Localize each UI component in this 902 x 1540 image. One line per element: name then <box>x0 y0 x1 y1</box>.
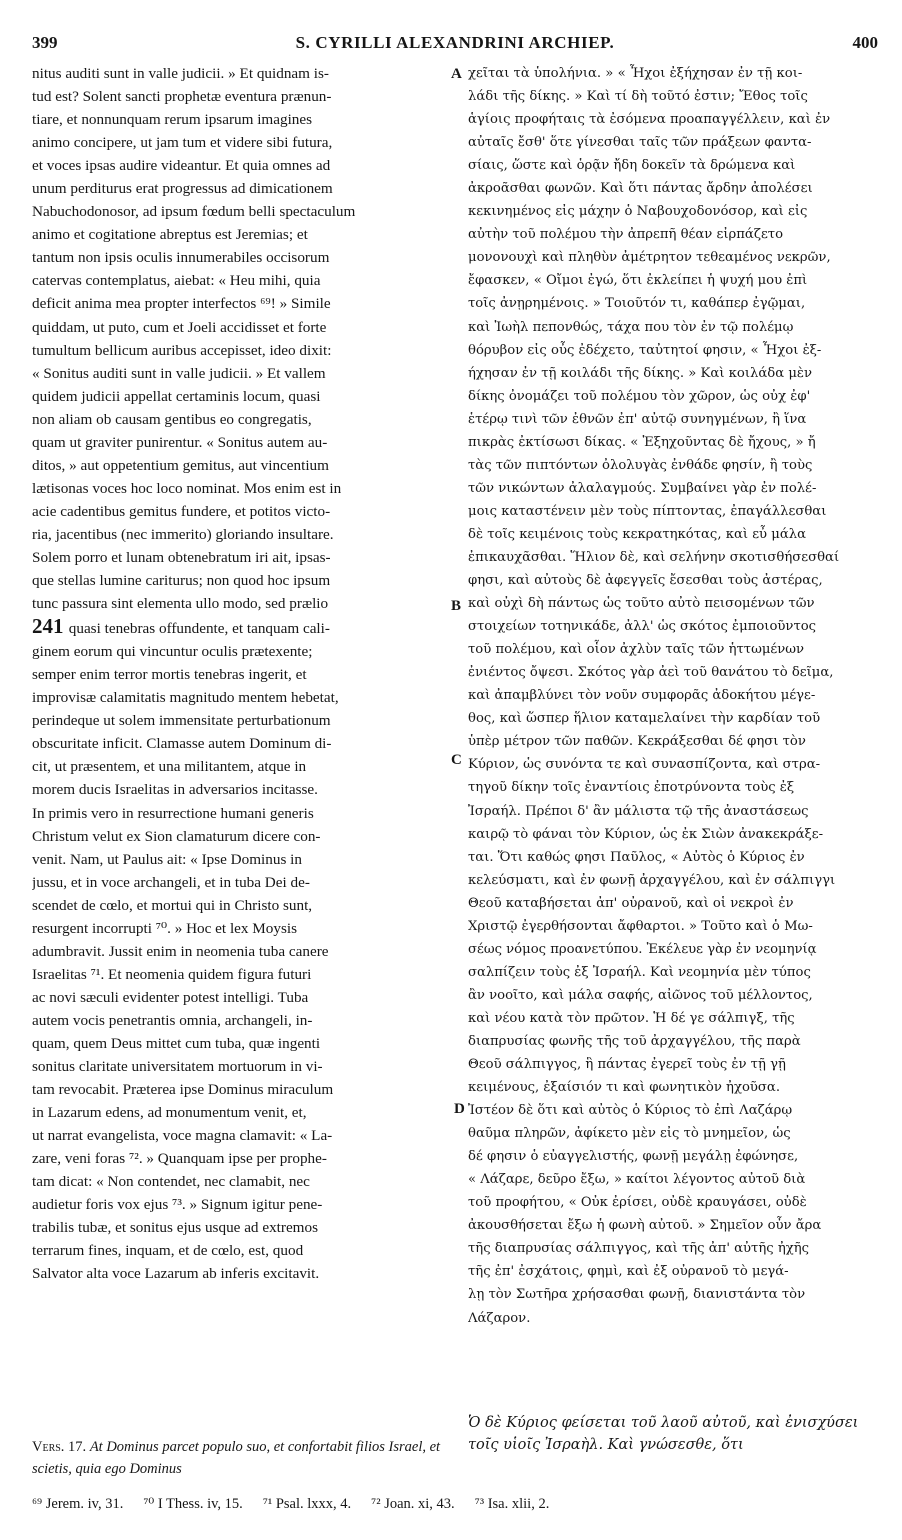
greek-line: ἑτέρῳ τινὶ τῶν ἐθνῶν ἐπ' αὐτῷ συνηγμένων, ἢ ἵνα <box>468 411 807 427</box>
greek-line: φησι, καὶ αὐτοὺς δὲ ἀφεγγεῖς ἔσεσθαι τοὺς ἀστέρας, <box>468 573 823 589</box>
latin-line: quam, quem Deus mittet cum tuba, quæ ingenti <box>32 1034 321 1052</box>
latin-line: quiddam, ut puto, cum et Joeli accidisset et forte <box>32 318 327 336</box>
footnote: ⁷³ Isa. xlii, 2. <box>474 1496 550 1512</box>
greek-line: τῶν νικώντων ἀλαλαγμούς. Συμβαίνει γὰρ ἐν πολέ- <box>468 480 817 496</box>
latin-line: improvisæ calamitatis magnitudo mentem hebetat, <box>32 689 339 707</box>
latin-line: in Lazarum edens, ad monumentum venit, et, <box>32 1104 307 1122</box>
latin-line: ac novi sæculi evidenter potest intelligi. Tuba <box>32 988 309 1006</box>
latin-line: tantum non ipsis oculis innumerabiles occisorum <box>32 249 330 267</box>
greek-line: καὶ Ἰωὴλ πεπονθώς, τάχα που τὸν ἐν τῷ πολέμῳ <box>468 319 794 335</box>
greek-line: θος, καὶ ὥσπερ ἥλιον καταμελαίνει τὴν καρδίαν τοῦ <box>468 711 821 727</box>
footnote: ⁷⁰ I Thess. iv, 15. <box>143 1496 243 1512</box>
greek-line: ται. Ὅτι καθώς φησι Παῦλος, « Αὐτὸς ὁ Κύριος ἐν <box>468 849 805 865</box>
footnote: ⁷¹ Psal. lxxx, 4. <box>262 1496 352 1512</box>
latin-line: Christum velut ex Sion clamaturum dicere con- <box>32 827 321 845</box>
greek-line: Ἰσραήλ. Πρέποι δ' ἂν μάλιστα τῷ τῆς ἀναστάσεως <box>468 803 809 819</box>
greek-line: Θεοῦ καταβήσεται ἀπ' οὐρανοῦ, καὶ οἱ νεκροὶ ἐν <box>468 895 794 911</box>
verse-greek-text: Ὁ δὲ Κύριος φείσεται τοῦ λαοῦ αὐτοῦ, καὶ ἐνισχύσει τοῖς υἱοῖς Ἰσραὴλ. Καὶ γνώσεσθε, ὅτι <box>468 1415 859 1453</box>
greek-line: ἔφασκεν, « Οἴμοι ἐγώ, ὅτι ἐκλείπει ἡ ψυχή μου ἐπὶ <box>468 273 808 289</box>
latin-line: Israelitas ⁷¹. Et neomenia quidem figura futuri <box>32 965 312 983</box>
latin-line: quam ut graviter punirentur. « Sonitus autem au- <box>32 433 328 451</box>
latin-line: venit. Nam, ut Paulus ait: « Ipse Dominus in <box>32 850 302 868</box>
greek-line: ἀκουσθήσεται ἔξω ἡ φωνὴ αὐτοῦ. » Σημεῖον οὖν ἄρα <box>468 1218 822 1234</box>
footnotes <box>32 1496 878 1513</box>
greek-line: τοῦ πολέμου, καὶ οἷον ἀχλὺν ταῖς τῶν ἡττωμένων <box>468 642 805 658</box>
latin-line: tud est? Solent sancti prophetæ eventura prænun- <box>32 88 332 106</box>
latin-line: tam revocabit. Præterea ipse Dominus miraculum <box>32 1081 334 1099</box>
latin-line: perindeque ut solem immensitate perturbationum <box>32 712 331 730</box>
running-title: S. CYRILLI ALEXANDRINI ARCHIEP. <box>295 33 615 52</box>
greek-line: αὐτὴν τοῦ πολέμου τὴν ἀπρεπῆ θέαν εἰρπάζετο <box>468 227 784 243</box>
greek-line: τοῖς ἀνῃρημένοις. » Τοιοῦτόν τι, καθάπερ ἐγῷμαι, <box>468 296 806 312</box>
footnote: ⁷² Joan. xi, 43. <box>371 1496 455 1512</box>
latin-line: In primis vero in resurrectione humani generis <box>32 804 314 822</box>
greek-line: καὶ ἀπαμβλύνει τὸν νοῦν συμφορᾶς ἀδοκήτου μέγε- <box>468 688 816 704</box>
greek-line: δέ φησιν ὁ εὐαγγελιστής, φωνῇ μεγάλῃ ἐφώνησε, <box>468 1149 799 1165</box>
latin-line: cit, ut præsentem, et una militantem, atque in <box>32 758 307 776</box>
greek-line: λάδι τῆς δίκης. » Καὶ τί δὴ τοῦτό ἐστιν; Ἔθος τοῖς <box>468 89 808 105</box>
latin-line: zare, veni foras ⁷². » Quanquam ipse per prophe- <box>32 1150 327 1168</box>
latin-line: deficit anima mea propter interfectos ⁶⁹! » Simile <box>32 295 331 313</box>
latin-line: trabilis tubæ, et sonitus ejus usque ad extremos <box>32 1219 318 1237</box>
greek-line: καιρῷ τὸ φάναι τὸν Κύριον, ὡς ἐκ Σιὼν ἀνακεκράξε- <box>468 826 824 842</box>
latin-line: que stellas lumine cariturus; non quod hoc ipsum <box>32 572 331 590</box>
greek-line: δὲ τοῖς κειμένοις τοὺς κεκρατηκότας, καὶ εὖ μάλα <box>468 526 806 542</box>
latin-line: ditos, » aut oppetentium gemitus, aut vincentium <box>32 456 329 474</box>
greek-line: Λάζαρον. <box>468 1310 531 1326</box>
latin-line: unum perditurus erat progressus ad dimicationem <box>32 180 333 198</box>
margin-marker-d: D <box>454 1101 465 1117</box>
latin-line: nitus auditi sunt in valle judicii. » Et quidnam is- <box>32 65 329 82</box>
greek-line: ήχησαν ἐν τῇ κοιλάδι τῆς δίκης. » Καὶ κοιλάδα μὲν <box>468 365 812 381</box>
greek-line: ἐνιέντος ὄψεσι. Σκότος γὰρ ἀεὶ τοῦ θανάτου τὸ δεῖμα, <box>468 665 834 681</box>
verse-latin <box>32 1436 450 1480</box>
verse-label: Vers. 17. <box>32 1439 87 1455</box>
greek-line: τηγοῦ δίκην τοῖς ἐναντίοις ἐποτρύνοντα τοὺς ἐξ <box>468 780 795 796</box>
latin-line: semper enim terror mortis tenebras ingerit, et <box>32 666 307 684</box>
greek-line: « Λάζαρε, δεῦρο ἔξω, » καίτοι λέγοντος αὐτοῦ διὰ <box>468 1172 806 1188</box>
greek-line: ἐπικαυχᾶσθαι. Ἥλιον δὲ, καὶ σελήνην σκοτισθήσεσθαί <box>468 549 840 565</box>
greek-line: κειμένους, ἐξαίσιόν τι καὶ φωνητικὸν ἠχοῦσα. <box>468 1080 781 1096</box>
margin-marker-c: C <box>451 752 462 768</box>
latin-line: Nabuchodonosor, ad ipsum fœdum belli spectaculum <box>32 203 356 221</box>
latin-line: catervas contemplatus, aiebat: « Heu mihi, quia <box>32 272 321 290</box>
greek-line: καὶ οὐχὶ δὴ πάντως ὡς τοῦτο αὐτὸ πεισομένων τῶν <box>468 596 815 612</box>
latin-line: jussu, et in voce archangeli, et in tuba Dei de- <box>32 873 310 891</box>
greek-line: ἀκροᾶσθαι φωνῶν. Καὶ ὅτι πάντας ἄρδην ἀπολέσει <box>468 181 813 197</box>
greek-line: σίαις, ὥστε καὶ ὁρᾷν ἤδη δοκεῖν τὰ δρώμενα καὶ <box>468 158 796 174</box>
greek-line: Ἰστέον δὲ ὅτι καὶ αὐτὸς ὁ Κύριος τὸ ἐπὶ Λαζάρῳ <box>468 1103 793 1119</box>
greek-line: δίκης ὀνομάζει τοῦ πολέμου τὸν χῶρον, ὡς οὐχ ἐφ' <box>468 388 811 404</box>
latin-line: acie cadentibus gemitus fundere, et potitos victo- <box>32 502 331 520</box>
greek-line: μοις καταστένειν μὲν τοὺς πίπτοντας, ἐπαγάλλεσθαι <box>468 503 827 519</box>
latin-line: tam dicat: « Non contendet, nec clamabit, nec <box>32 1173 310 1191</box>
greek-line: μονονουχὶ καὶ πληθὺν ἀμέτρητον τεθεαμένος νεκρῶν, <box>468 250 831 266</box>
greek-line: καὶ νέου κατὰ τὸν πρῶτον. Ἡ δέ γε σάλπιγξ, τῆς <box>468 1010 795 1026</box>
column-number: 241 <box>32 615 69 639</box>
margin-marker-a: A <box>451 66 462 82</box>
greek-line: πικρὰς ἐκτίσωσι δίκας. « Ἐξηχοῦντας δὲ ἤχους, » ἤ <box>468 434 816 450</box>
greek-line: Θεοῦ σάλπιγγος, ἣ πάντας ἐγερεῖ τοὺς ἐν τῇ γῇ <box>468 1057 786 1073</box>
greek-line: κελεύσματι, καὶ ἐν φωνῇ ἀρχαγγέλου, καὶ ἐν σάλπιγγι <box>468 872 836 888</box>
greek-line: τῆς διαπρυσίας σάλπιγγος, καὶ τῆς ἀπ' αὐτῆς ἠχῆς <box>468 1241 810 1257</box>
latin-line: ria, jacentibus (nec immerito) gloriando insultare. <box>32 525 334 543</box>
greek-line: σαλπίζειν τοὺς ἐξ Ἰσραήλ. Καὶ νεομηνία μὲν τύπος <box>468 964 811 980</box>
greek-line: λῃ τὸν Σωτῆρα χρήσασθαι φωνῇ, διανιστάντα τὸν <box>468 1287 806 1303</box>
latin-line: sonitus claritate universitatem mortuorum in vi- <box>32 1058 323 1076</box>
latin-line: adumbravit. Jussit enim in neomenia tuba canere <box>32 942 329 960</box>
latin-line: terrarum fines, inquam, et de cœlo, est, quod <box>32 1242 304 1260</box>
latin-line: obscuritate inficit. Clamasse autem Dominum di- <box>32 735 332 753</box>
greek-line: αὐταῖς ἔσθ' ὅτε γίνεσθαι ταῖς τῶν πράξεων φαντα- <box>468 135 812 151</box>
greek-line: κεκινημένος εἰς μάχην ὁ Ναβουχοδονόσορ, καὶ εἰς <box>468 204 808 220</box>
greek-line: τὰς τῶν πιπτόντων ὀλολυγὰς ἐνθάδε φησίν, ἢ τοὺς <box>468 457 813 473</box>
greek-line: Κύριον, ὡς συνόντα τε καὶ συνασπίζοντα, καὶ στρα- <box>468 757 821 773</box>
greek-line: θόρυβον εἰς οὖς ἐδέχετο, ταὐτητοί φησιν, « Ἦχοι ἐξ- <box>468 342 822 358</box>
greek-line: σέως νόμος προανετύπου. Ἐκέλευε γὰρ ἐν νεομηνίᾳ <box>468 941 817 957</box>
greek-line: ἂν νοοῖτο, καὶ μάλα σαφής, αἰῶνος τοῦ μέλλοντος, <box>468 987 813 1003</box>
latin-line: tiare, et nonnunquam rerum ipsarum imagines <box>32 111 313 129</box>
footnote: ⁶⁹ Jerem. iv, 31. <box>32 1496 124 1512</box>
page-number-right: 400 <box>852 33 878 52</box>
latin-line: animo et cogitatione abreptus est Jeremias; et <box>32 226 308 244</box>
latin-line: scendet de cœlo, et mortui qui in Christo sunt, <box>32 896 313 914</box>
greek-line: στοιχείων τοτηνικάδε, ἀλλ' ὡς σκότος ἐμποιοῦντος <box>468 619 817 635</box>
latin-line: quidem judicii appellat certaminis locum, quasi <box>32 387 321 405</box>
greek-column <box>468 62 878 1330</box>
latin-line: resurgent incorrupti ⁷⁰. » Hoc et lex Moysis <box>32 919 298 937</box>
greek-line: τοῦ προφήτου, « Οὐκ ἐρίσει, οὐδὲ κραυγάσει, οὐδὲ <box>468 1195 807 1211</box>
greek-line: ὑπὲρ μέτρον τῶν παθῶν. Κεκράξεσθαι δέ φησι τὸν <box>468 734 806 750</box>
latin-line: animo concipere, ut jam tum et videre sibi futura, <box>32 134 333 152</box>
greek-line: ἁγίοις προφήταις τὰ ἐσόμενα προαπαγγέλλειν, καὶ ἐν <box>468 112 831 128</box>
greek-line: θαῦμα πληρῶν, ἀφίκετο μὲν εἰς τὸ μνημεῖον, ὡς <box>468 1126 791 1142</box>
latin-line: non aliam ob causam gentibus eo congregatis, <box>32 410 312 428</box>
latin-line: 241 quasi tenebras offundente, et tanquam cali- <box>32 615 330 639</box>
latin-line: tunc passura sint elementa ullo modo, sed prælio <box>32 595 329 613</box>
greek-line: χεῖται τὰ ὑπολήνια. » « Ἦχοι ἐξήχησαν ἐν τῇ κοι- <box>468 66 803 81</box>
margin-marker-b: B <box>451 598 462 614</box>
latin-line: ut narrat evangelista, voce magna clamavit: « La- <box>32 1127 333 1145</box>
latin-line: autem vocis penetrantis omnia, archangeli, in- <box>32 1011 313 1029</box>
verse-latin-text: At Dominus parcet populo suo, et confortabit filios Israel, et scietis, quia ego Dominus <box>32 1439 441 1477</box>
greek-line: διαπρυσίας φωνῆς τῆς τοῦ ἀρχαγγέλου, τῆς παρὰ <box>468 1033 801 1049</box>
latin-line: Salvator alta voce Lazarum ab inferis excitavit. <box>32 1265 320 1283</box>
verse-greek <box>468 1412 878 1456</box>
latin-line: audietur foris vox ejus ⁷³. » Signum igitur pene- <box>32 1196 323 1214</box>
greek-line: τῆς ἐπ' ἐσχάτοις, φημὶ, καὶ ἐξ οὐρανοῦ τὸ μεγά- <box>468 1264 789 1280</box>
latin-line: « Sonitus auditi sunt in valle judicii. » Et vallem <box>32 364 326 382</box>
latin-line: lætisonas voces hoc loco nominat. Mos enim est in <box>32 479 342 497</box>
greek-line: Χριστῷ ἐγερθήσονται ἄφθαρτοι. » Τοῦτο καὶ ὁ Μω- <box>468 918 813 934</box>
latin-line: Solem porro et lunam obtenebratum iri ait, ipsas- <box>32 548 331 566</box>
latin-line: tumultum bellicum auribus accepisset, ideo dixit: <box>32 341 332 359</box>
latin-column <box>32 62 450 1285</box>
running-header <box>32 33 878 63</box>
latin-line: morem ducis Israelitas in adversarios incitasse. <box>32 781 318 799</box>
page-number-left: 399 <box>32 33 58 52</box>
latin-line: ginem eorum qui vincuntur oculis prætexente; <box>32 643 313 661</box>
latin-line: et voces ipsas audire videantur. Et quia omnes ad <box>32 157 331 175</box>
